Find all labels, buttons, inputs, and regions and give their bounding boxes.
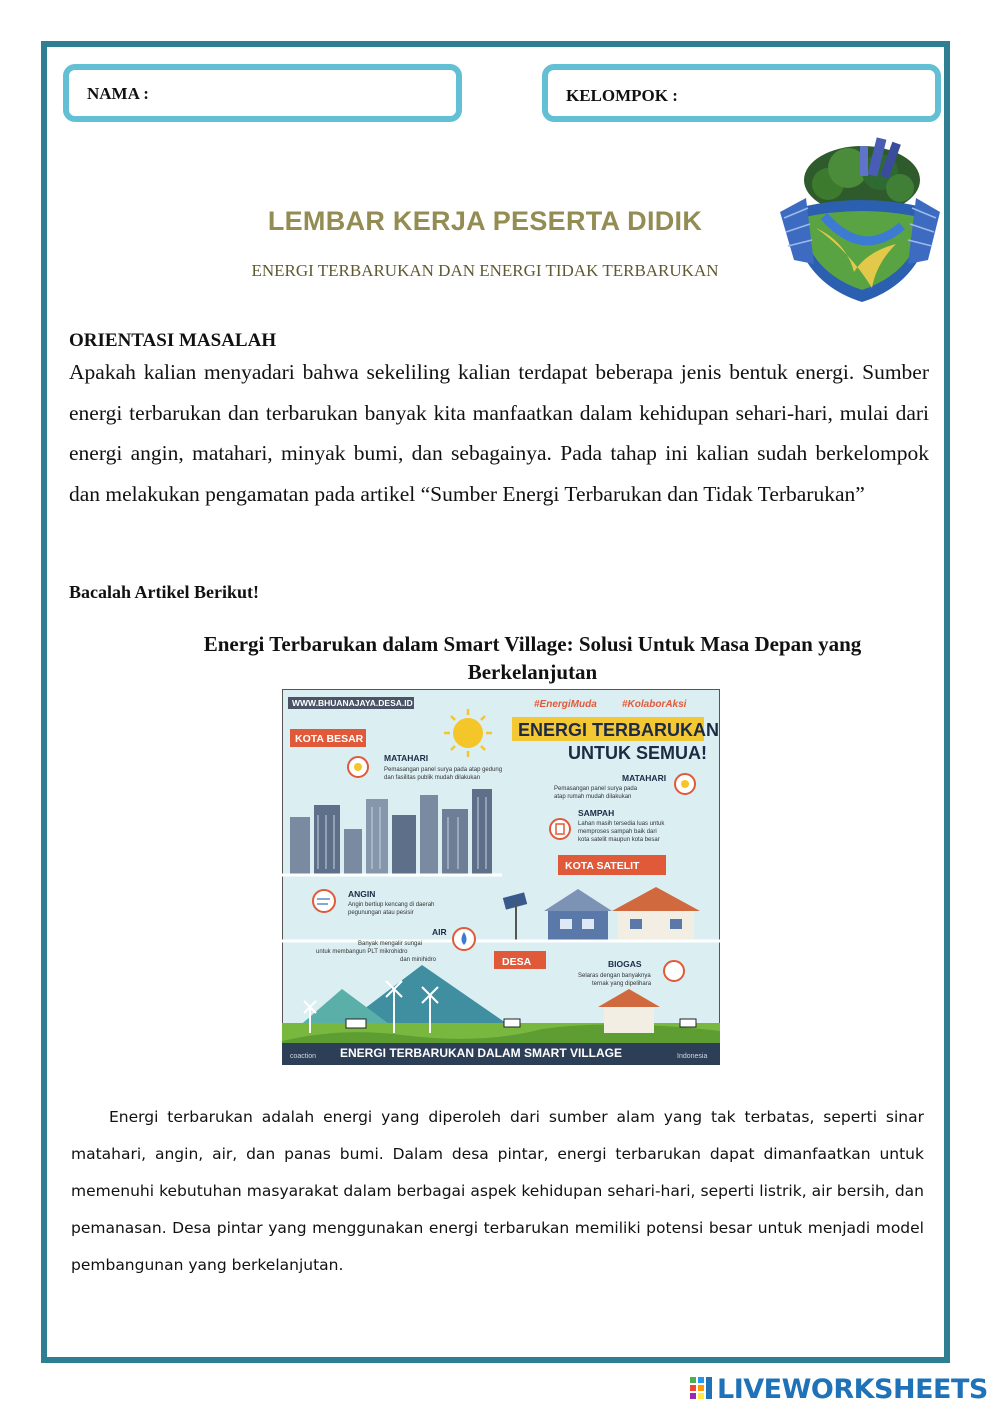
infographic-credit-left: coaction (290, 1053, 317, 1060)
liveworksheets-brand[interactable]: LIVEWORKSHEETS (717, 1373, 988, 1405)
name-label: NAMA : (87, 84, 149, 103)
footer (690, 1372, 988, 1406)
infographic-air-line3: dan minihidro (400, 957, 437, 963)
page-subtitle: ENERGI TERBARUKAN DAN ENERGI TIDAK TERBARUKAN (251, 261, 719, 280)
infographic-matahari-1-line2: dan fasilitas publik mudah dilakukan (384, 775, 481, 781)
infographic-credit-right: Indonesia (677, 1053, 708, 1060)
infographic-matahari-1-title: MATAHARI (384, 753, 429, 763)
group-input[interactable] (688, 84, 932, 110)
infographic-headline-2: UNTUK SEMUA! (568, 743, 707, 763)
infographic-sampah-line3: kota satelit maupun kota besar (578, 837, 660, 843)
infographic-matahari-2-line2: atap rumah mudah dilakukan (554, 794, 632, 800)
infographic-hashtag-2: #KolaborAksi (622, 699, 687, 710)
reading-instruction: Bacalah Artikel Berikut! (69, 582, 259, 602)
infographic-kota-besar: KOTA BESAR (295, 733, 364, 745)
infographic-matahari-1-line1: Pemasangan panel surya pada atap gedung (384, 767, 503, 773)
infographic-matahari-2-line1: Pemasangan panel surya pada (554, 786, 638, 792)
infographic-matahari-2-title: MATAHARI (622, 773, 667, 783)
infographic-biogas-title: BIOGAS (608, 959, 642, 969)
infographic-site: WWW.BHUANAJAYA.DESA.ID (292, 698, 413, 708)
infographic-sampah-title: SAMPAH (578, 808, 615, 818)
infographic-image (282, 689, 720, 1065)
infographic-air-line2: untuk membangun PLT mikrohidro (316, 949, 408, 955)
infographic-bottom-banner: ENERGI TERBARUKAN DALAM SMART VILLAGE (340, 1046, 622, 1060)
infographic-air-line1: Banyak mengalir sungai (358, 941, 423, 947)
infographic-biogas-line2: ternak yang dipelihara (592, 981, 652, 987)
page-title: LEMBAR KERJA PESERTA DIDIK (267, 206, 703, 236)
article-body: Energi terbarukan adalah energi yang diperoleh dari sumber alam yang tak terbatas, seperti sinar matahari, angin, air, dan panas bumi. Dalam desa pintar, energi terbarukan dapat dimanfaatkan untuk memenuhi kebutuhan masyarakat dalam berbagai aspek kehidupan sehari-hari, seperti listrik, air bersih, dan pemanasan. Desa pintar yang menggunakan energi terbarukan memiliki potensi besar untuk menjadi model pembangunan yang berkelanjutan. (71, 1108, 924, 1274)
name-field-box (63, 64, 462, 122)
infographic-angin-line1: Angin bertiup kencang di daerah (348, 902, 435, 908)
infographic-sampah-line1: Lahan masih tersedia luas untuk (578, 821, 665, 827)
infographic-hashtag-1: #EnergiMuda (534, 699, 597, 710)
infographic-angin-line2: pegunungan atau pesisir (348, 910, 414, 916)
group-label: KELOMPOK : (566, 86, 678, 105)
infographic-sampah-line2: memproses sampah baik dari (578, 829, 657, 835)
infographic-headline-1: ENERGI TERBARUKAN (518, 720, 720, 740)
infographic-biogas-line1: Selaras dengan banyaknya (578, 973, 651, 979)
infographic-air-title: AIR (432, 927, 447, 937)
name-input[interactable] (161, 82, 455, 108)
infographic-kota-satelit: KOTA SATELIT (565, 860, 640, 872)
article-title: Energi Terbarukan dalam Smart Village: Solusi Untuk Masa Depan yang Berkelanjutan (203, 632, 862, 684)
group-field-box (542, 64, 941, 122)
liveworksheets-logo-icon (690, 1377, 712, 1401)
infographic-desa: DESA (502, 956, 532, 968)
orientation-heading: ORIENTASI MASALAH (69, 330, 277, 351)
infographic-angin-title: ANGIN (348, 889, 376, 899)
orientation-paragraph: Apakah kalian menyadari bahwa sekeliling kalian terdapat beberapa jenis bentuk energi. Sumber energi terbarukan dan terbarukan banyak kita manfaatkan dalam kehidupan sehari-hari, mulai dari energi angin, matahari, minyak bumi, dan sebagainya. Pada tahap ini kalian sudah berkelompok dan melakukan pengamatan pada artikel “Sumber Energi Terbarukan dan Tidak Terbarukan” (69, 360, 929, 506)
